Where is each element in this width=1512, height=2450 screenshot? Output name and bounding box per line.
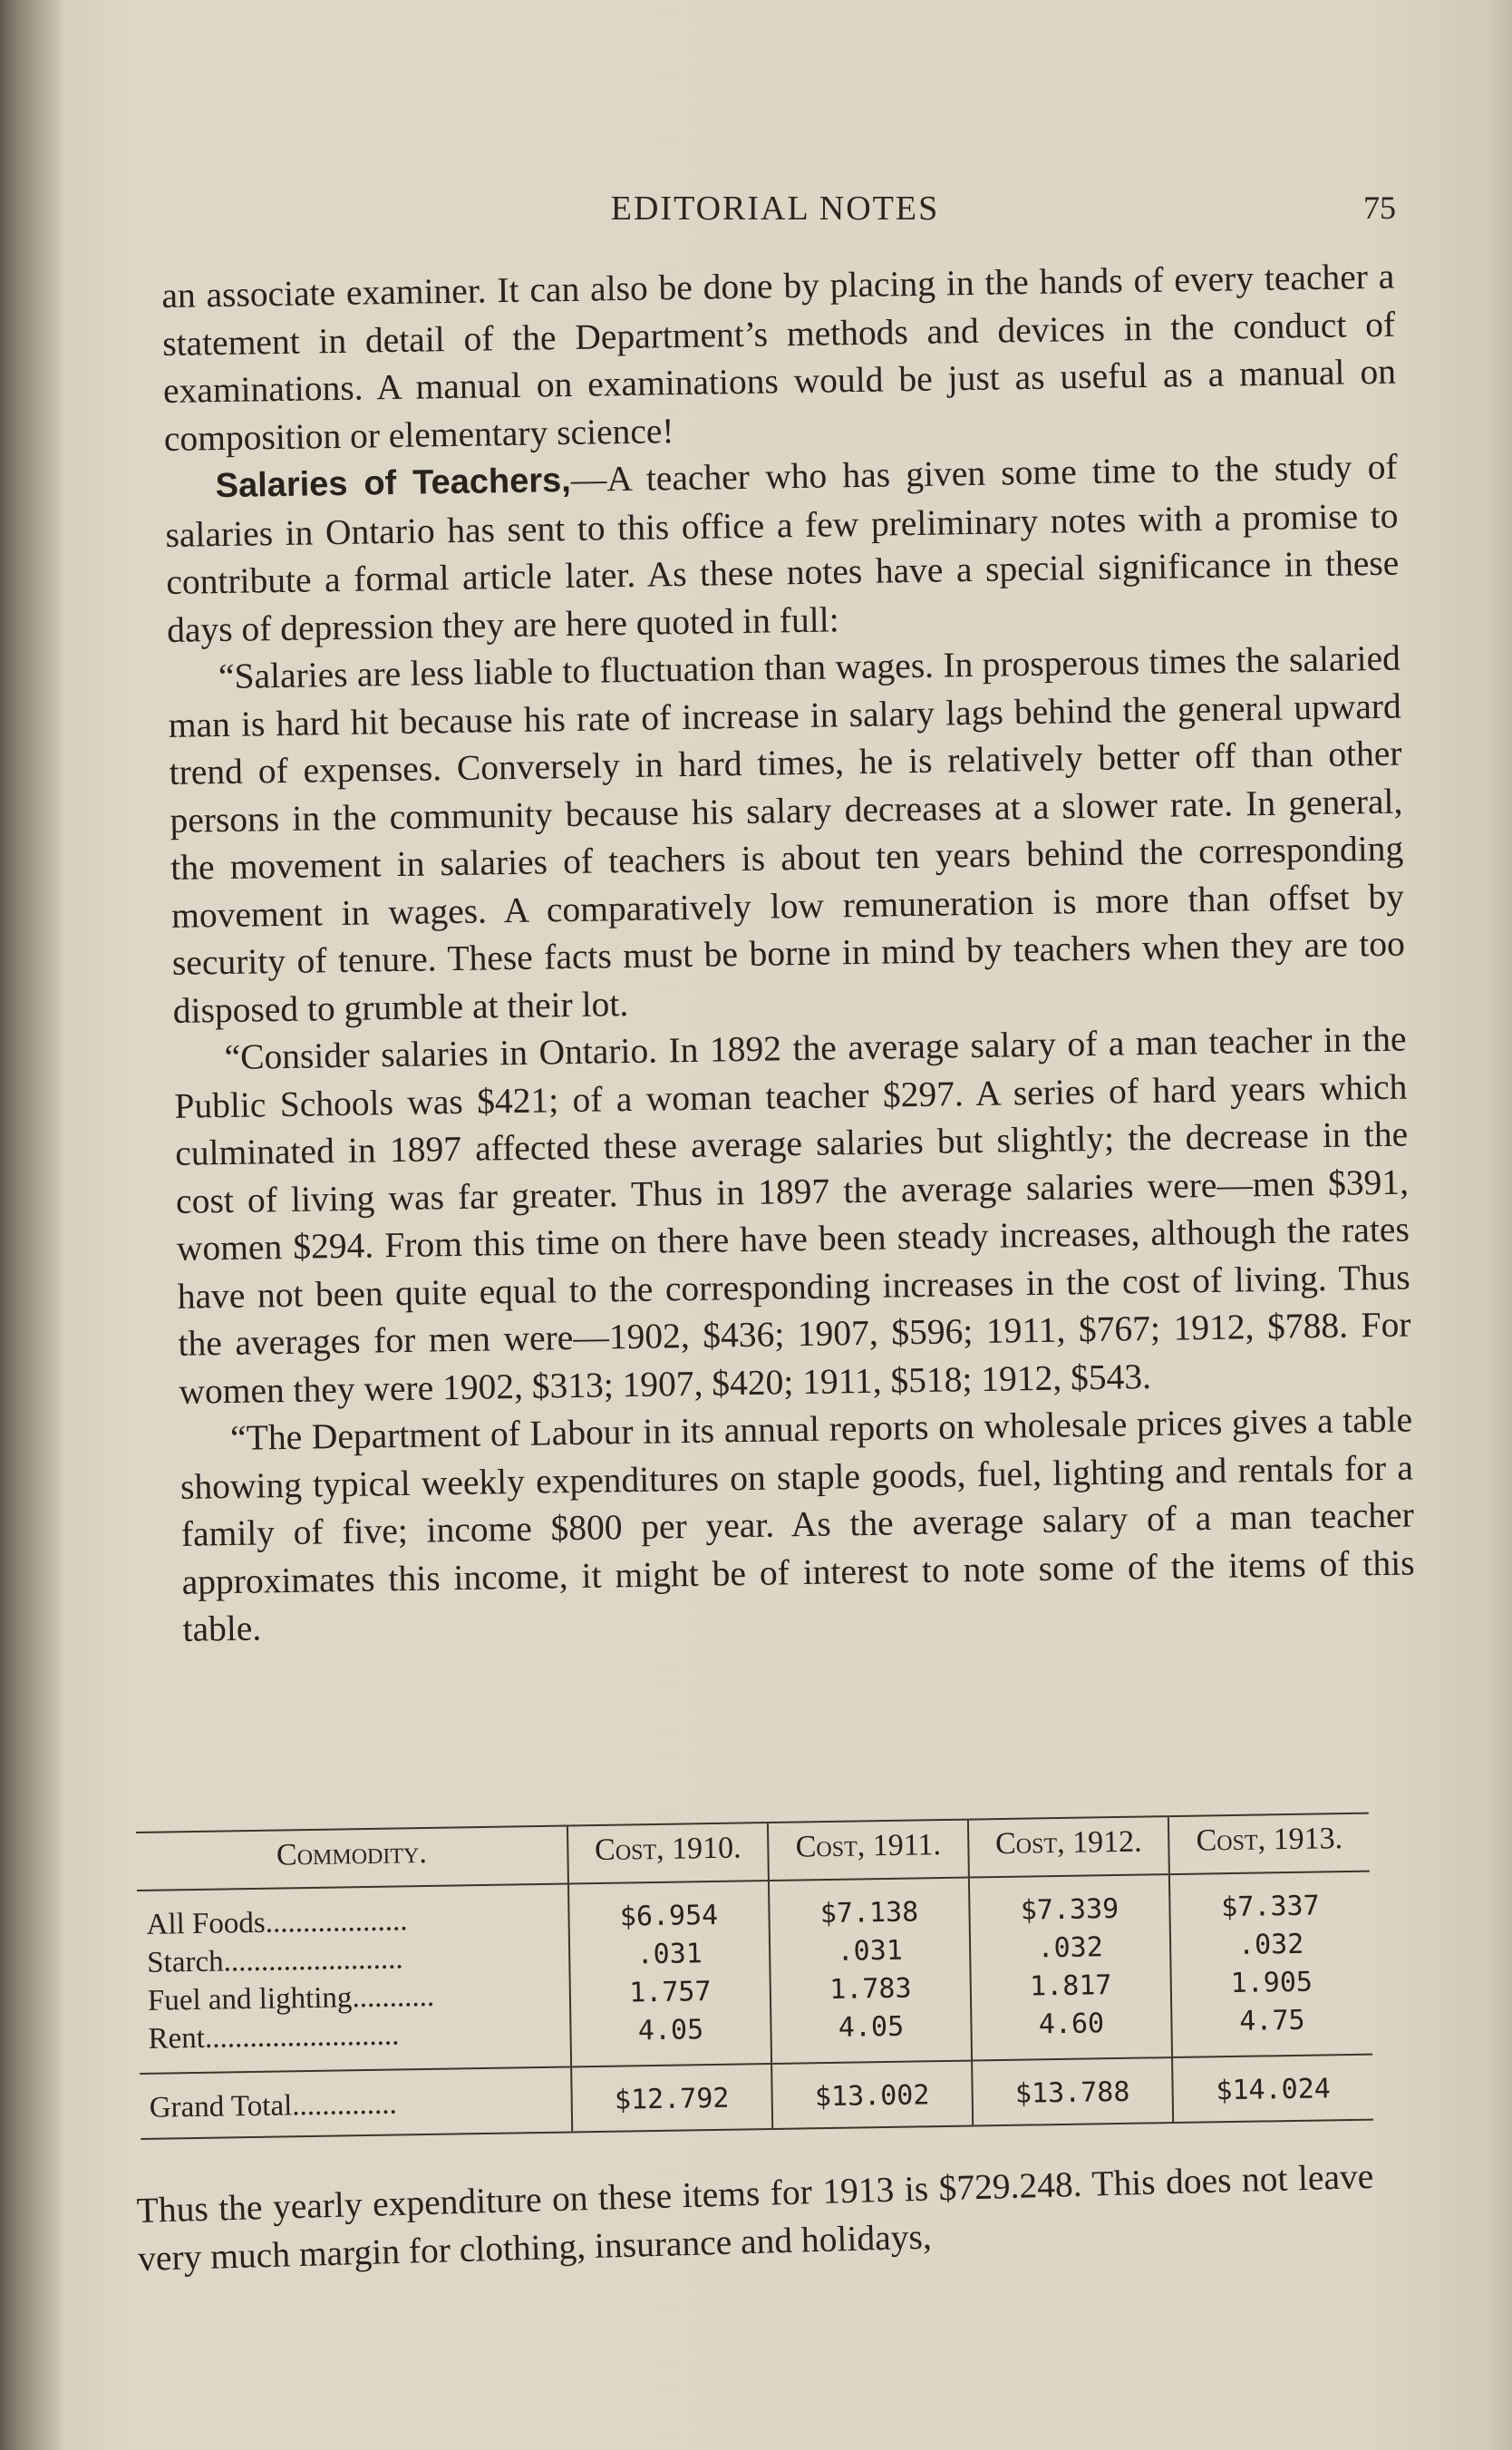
commodity-label: Rent xyxy=(148,2021,206,2056)
grand-total-label-cell xyxy=(140,2066,572,2138)
cell-value: $7.337 xyxy=(1221,1890,1320,1924)
section-lead-salaries: Salaries of Teachers, xyxy=(215,461,572,506)
commodity-item-starch xyxy=(147,1938,560,1982)
commodity-label: Fuel and lighting xyxy=(147,1981,353,2017)
total-1910: $12.792 xyxy=(571,2064,772,2132)
grand-total-label xyxy=(149,2083,562,2127)
cell-value: 4.05 xyxy=(838,2010,905,2044)
paragraph-6: Thus the yearly expenditure on these items for 1913 is $729.248. This does not leave very much margin for clothing, insurance and holidays, xyxy=(136,2155,1374,2279)
cell-value: .031 xyxy=(837,1934,904,1968)
running-head: EDITORIAL NOTES xyxy=(610,190,940,228)
total-label: Grand Total xyxy=(149,2089,293,2124)
header-cost-1911: Cost, 1911. xyxy=(768,1820,969,1881)
total-1912: $13.788 xyxy=(972,2057,1173,2125)
cost-1911-column xyxy=(769,1878,972,2064)
header-cost-1913: Cost, 1913. xyxy=(1168,1813,1370,1874)
commodity-column xyxy=(137,1884,571,2074)
cell-value: .032 xyxy=(1037,1931,1104,1965)
commodity-label: Starch xyxy=(146,1945,224,1979)
cell-value: $7.138 xyxy=(819,1896,919,1930)
cell-value: 4.60 xyxy=(1038,2008,1105,2041)
cell-value: $7.339 xyxy=(1020,1892,1119,1927)
commodity-item-rent xyxy=(148,2014,561,2058)
header-cost-1910: Cost, 1910. xyxy=(567,1823,769,1883)
dot-leader: ........... xyxy=(352,1979,435,2015)
expenditure-table xyxy=(136,1813,1373,2140)
cell-value: .032 xyxy=(1237,1928,1304,1961)
expenditure-table-wrapper xyxy=(136,1813,1374,2194)
commodity-label: All Foods xyxy=(146,1906,267,1941)
commodity-item-fuel xyxy=(148,1976,561,2020)
dot-leader: ........................ xyxy=(223,1942,403,1978)
cost-1913-column xyxy=(1169,1872,1372,2057)
commodity-item-all-foods xyxy=(146,1900,559,1944)
paragraph-1: an associate examiner. It can also be done by placing in the hands of every teacher a statement in detail of the Department’s methods and devices in the conduct of examinations. A manual on examinations would be just as useful as a manual on composition or elementary science! xyxy=(161,256,1397,459)
page-header xyxy=(154,189,1396,234)
header-cost-1912: Cost, 1912. xyxy=(968,1816,1169,1877)
paragraph-2 xyxy=(164,443,1400,654)
dot-leader: ................... xyxy=(265,1904,408,1940)
cell-value: 4.75 xyxy=(1239,2004,1305,2037)
cell-value: 1.817 xyxy=(1029,1969,1112,2003)
cell-value: .031 xyxy=(636,1938,703,1971)
book-spine-shadow xyxy=(0,0,63,2450)
header-commodity: Commodity. xyxy=(136,1826,568,1891)
cell-value: 1.783 xyxy=(829,1972,912,2007)
cell-value: 1.905 xyxy=(1230,1966,1313,2000)
total-1913: $14.024 xyxy=(1172,2055,1373,2123)
paragraph-4: “Consider salaries in Ontario. In 1892 the average salary of a man teacher in the Public Schools was $421; of a woman teacher $297. A series of hard years which culminated in 1897 affected these average salaries but slightly; the decrease in the cost of living was far greater. Thus in 1897 the average salaries were—men $391, women $294. From this time on there have been steady increases, although the rates have not been quite equal to the corresponding increases in the cost of living. Thus the averages for men were—1902, $436; 1907, $596; 1911, $767; 1912, $788. For women they were 1902, $313; 1907, $420; 1911, $518; 1912, $543. xyxy=(174,1018,1411,1412)
paragraph-5: “The Department of Labour in its annual reports on wholesale prices gives a table showing typical weekly expenditures on staple goods, fuel, lighting and rentals for a family of five; income $800 per year. As the average salary of a man teacher approximates this income, it might be of interest to note some of the items of this table. xyxy=(179,1399,1415,1649)
paragraph-3: “Salaries are less liable to fluctuation than wages. In prosperous times the salaried man is hard hit because his rate of increase in salary lags behind the general upward trend of expenses. Conversely in hard times, he is relatively better off than other persons in the community because his salary decreases at a slower rate. In general, the movement in salaries of teachers is about ten years behind the corresponding movement in wages. A comparatively low remuneration is more than offset by security of tenure. These facts must be borne in mind by teachers when they are too disposed to grumble at their lot. xyxy=(168,637,1406,1031)
cell-value: 4.05 xyxy=(637,2014,704,2047)
page-number: 75 xyxy=(1363,190,1396,226)
paragraph-2-text: —A teacher who has given some time to the study of salaries in Ontario has sent to this office a few preliminary notes with a promise to contribute a formal article later. As these notes have a special significance in these days of depression they are here quoted in full: xyxy=(165,446,1400,650)
dot-leader: .......................... xyxy=(204,2018,400,2055)
table-body-row xyxy=(137,1872,1372,2074)
body-text xyxy=(161,253,1416,1654)
total-1911: $13.002 xyxy=(771,2061,973,2129)
cost-1910-column xyxy=(568,1881,771,2066)
dot-leader: .............. xyxy=(291,2087,398,2123)
cell-value: 1.757 xyxy=(628,1976,712,2009)
cell-value: $6.954 xyxy=(619,1899,719,1933)
cost-1912-column xyxy=(969,1874,1172,2060)
